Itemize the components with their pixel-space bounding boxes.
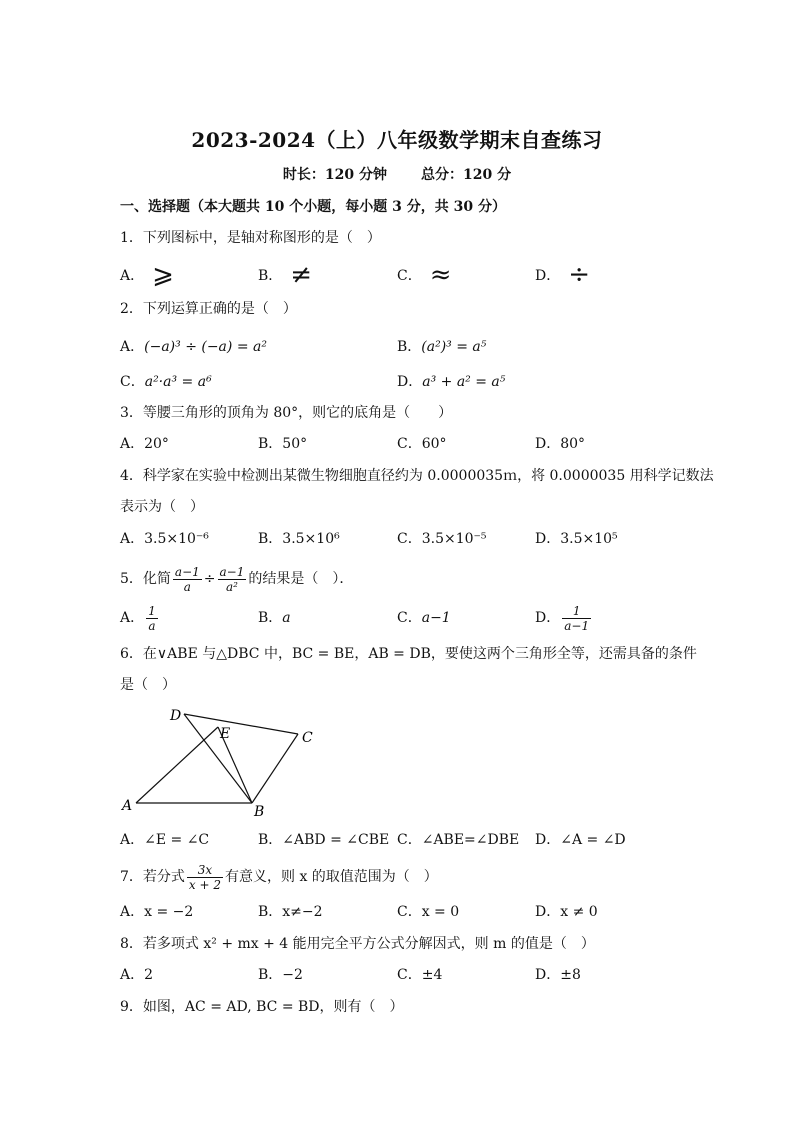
fraction	[146, 604, 158, 633]
option-label: D．	[535, 610, 561, 626]
option-label: C．	[397, 268, 422, 284]
q5-option-c	[397, 608, 451, 628]
numerator: a−1	[174, 564, 200, 579]
option-label: B．	[258, 268, 283, 284]
q2-option-c	[120, 372, 212, 392]
q5-option-a	[120, 603, 160, 633]
q2-option-b	[397, 337, 486, 357]
segment-cb	[252, 734, 298, 803]
denominator: a	[183, 579, 191, 594]
question-text: 如图，AC = AD, BC = BD，则有（ ）	[142, 999, 404, 1015]
question-text: 若多项式 x² + mx + 4 能用完全平方公式分解因式，则 m 的值是（ ）	[142, 936, 595, 952]
segment-ae	[136, 727, 218, 803]
figure-lines	[136, 714, 298, 803]
q7-option-a: A．x = −2	[120, 904, 194, 920]
question-6	[120, 644, 697, 664]
exam-total-score: 总分：120 分	[421, 167, 512, 183]
option-label: C．	[397, 610, 422, 626]
question-8	[120, 934, 595, 954]
question-4-continued: 表示为（ ）	[120, 499, 204, 515]
q5-option-d	[535, 603, 593, 633]
question-text: 下列图标中，是轴对称图形的是（ ）	[142, 230, 381, 246]
q8-option-a: A．2	[120, 967, 154, 983]
q1-option-a	[120, 260, 174, 290]
question-text: 化简	[142, 571, 171, 587]
vertex-label-e: E	[220, 726, 231, 742]
fraction	[187, 863, 223, 892]
question-text: 在∨ABE 与△DBC 中，BC = BE，AB = DB，要使这两个三角形全等，还需具备的条件	[142, 646, 697, 662]
vertex-label-d: D	[170, 708, 182, 724]
fraction	[173, 565, 202, 594]
q6-option-c: C．∠ABE=∠DBE	[397, 832, 520, 848]
question-6-continued: 是（ ）	[120, 677, 176, 693]
denominator: x + 2	[188, 877, 222, 892]
numerator: 3x	[187, 863, 223, 878]
question-text: 的结果是（ ）．	[248, 571, 354, 587]
question-number: 9．	[120, 999, 143, 1015]
question-text: 下列运算正确的是（ ）	[142, 301, 297, 317]
option-label: B．	[397, 339, 422, 355]
question-number: 8．	[120, 936, 143, 952]
operator: ÷	[203, 571, 216, 587]
question-number: 1．	[120, 230, 143, 246]
q7-option-c: C．x = 0	[397, 904, 460, 920]
question-number: 7．	[120, 869, 143, 885]
option-expression: a²·a³ = a⁶	[144, 374, 212, 390]
q3-option-c: C．60°	[397, 436, 447, 452]
option-label: A．	[120, 339, 145, 355]
question-number: 2．	[120, 301, 143, 317]
option-expression: a³ + a² = a⁵	[422, 374, 506, 390]
not-equal-icon: ≠	[290, 260, 313, 290]
q4-option-d: D．3.5×10⁵	[535, 531, 618, 547]
fraction	[562, 604, 591, 633]
numerator: a−1	[219, 564, 245, 579]
q6-option-a: A．∠E = ∠C	[120, 832, 210, 848]
q3-option-a: A．20°	[120, 436, 169, 452]
vertex-label-b: B	[254, 804, 265, 820]
option-label: D．	[397, 374, 423, 390]
q6-option-b: B．∠ABD = ∠CBE	[258, 832, 390, 848]
option-label: A．	[120, 610, 145, 626]
q1-option-c	[397, 260, 452, 290]
q8-option-b: B．−2	[258, 967, 303, 983]
q7-option-d: D．x ≠ 0	[535, 904, 598, 920]
q2-option-a	[120, 337, 267, 357]
question-1	[120, 228, 381, 248]
option-label: C．	[120, 374, 145, 390]
numerator: 1	[148, 603, 156, 618]
q4-option-b: B．3.5×10⁶	[258, 531, 340, 547]
q1-option-d	[535, 260, 591, 290]
option-expression: (a²)³ = a⁵	[421, 339, 487, 355]
question-9	[120, 997, 404, 1017]
triangle-figure	[118, 700, 328, 822]
division-icon: ÷	[568, 260, 591, 290]
option-expression: a−1	[421, 610, 451, 626]
q3-option-d: D．80°	[535, 436, 586, 452]
option-expression: a	[282, 610, 291, 626]
section-heading: 一、选择题（本大题共 10 个小题，每小题 3 分，共 30 分）	[120, 199, 506, 215]
denominator: a²	[225, 579, 238, 594]
question-5	[120, 562, 353, 596]
question-text: 有意义，则 x 的取值范围为（ ）	[225, 869, 438, 885]
question-text: 若分式	[142, 869, 185, 885]
question-7	[120, 860, 438, 894]
denominator: a	[148, 618, 156, 633]
page-title: 2023-2024（上）八年级数学期末自查练习	[191, 128, 603, 152]
question-number: 4．	[120, 468, 143, 484]
question-number: 6．	[120, 646, 143, 662]
question-text: 科学家在实验中检测出某微生物细胞直径约为 0.0000035ｍ，将 0.0000035 用科学记数法	[142, 468, 714, 484]
q5-option-b	[258, 608, 291, 628]
q8-option-d: D．±8	[535, 967, 581, 983]
question-4	[120, 466, 714, 486]
question-2	[120, 299, 297, 319]
q1-option-b	[258, 260, 313, 290]
option-label: B．	[258, 610, 283, 626]
question-number: 3．	[120, 405, 143, 421]
vertex-label-c: C	[302, 730, 313, 746]
option-label: A．	[120, 268, 145, 284]
approx-equal-icon: ≈	[429, 260, 452, 290]
question-text: 等腰三角形的顶角为 80°，则它的底角是（ ）	[142, 405, 453, 421]
q4-option-a: A．3.5×10⁻⁶	[120, 531, 209, 547]
exam-info	[0, 164, 794, 184]
option-expression: (−a)³ ÷ (−a) = a²	[144, 339, 267, 355]
greater-equal-icon: ⩾	[152, 260, 174, 290]
q8-option-c: C．±4	[397, 967, 443, 983]
exam-duration: 时长：120 分钟	[282, 167, 387, 183]
question-number: 5．	[120, 571, 143, 587]
q2-option-d	[397, 372, 505, 392]
segment-dc	[184, 714, 298, 734]
q3-option-b: B．50°	[258, 436, 308, 452]
q4-option-c: C．3.5×10⁻⁵	[397, 531, 487, 547]
q6-option-d: D．∠A = ∠D	[535, 832, 626, 848]
q7-option-b: B．x≠−2	[258, 904, 323, 920]
question-3	[120, 403, 452, 423]
fraction	[218, 565, 247, 594]
numerator: 1	[562, 604, 591, 619]
vertex-label-a: A	[122, 798, 133, 814]
option-label: D．	[535, 268, 561, 284]
denominator: a−1	[564, 618, 590, 633]
